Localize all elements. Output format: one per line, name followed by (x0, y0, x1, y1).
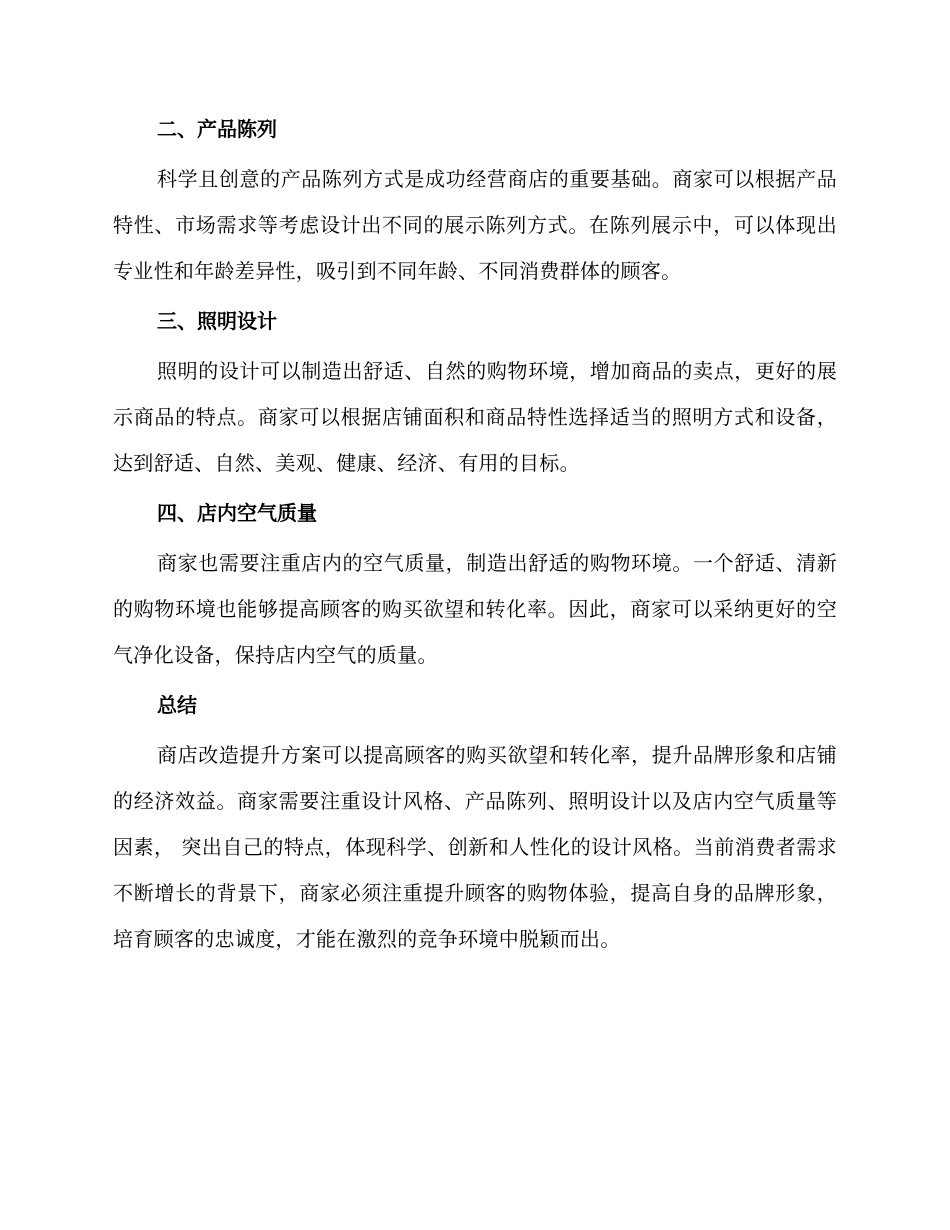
section-heading: 四、店内空气质量 (157, 501, 317, 525)
section-summary (113, 688, 837, 962)
section-paragraph: 商店改造提升方案可以提高顾客的购买欲望和转化率，提升品牌形象和店铺的经济效益。商家需要注重设计风格、产品陈列、照明设计以及店内空气质量等因素， 突出自己的特点，体现科学、创新和人性化的设计风格。当前消费者需求不断增长的背景下，商家必须注重提升顾客的购物体验，提高自身的品牌形象，培育顾客的忠诚度，才能在激烈的竞争环境中脱颖而出。 (113, 743, 837, 951)
section-paragraph: 照明的设计可以制造出舒适、自然的购物环境，增加商品的卖点，更好的展示商品的特点。商家可以根据店铺面积和商品特性选择适当的照明方式和设备，达到舒适、自然、美观、健康、经济、有用的目标。 (113, 359, 837, 475)
document-body (113, 112, 837, 972)
section-lighting-design (113, 304, 837, 486)
section-product-display (113, 112, 837, 294)
section-paragraph: 商家也需要注重店内的空气质量，制造出舒适的购物环境。一个舒适、清新的购物环境也能够提高顾客的购买欲望和转化率。因此，商家可以采纳更好的空气净化设备，保持店内空气的质量。 (113, 551, 837, 667)
section-heading: 三、照明设计 (157, 309, 277, 333)
section-heading: 总结 (157, 693, 197, 717)
section-paragraph: 科学且创意的产品陈列方式是成功经营商店的重要基础。商家可以根据产品特性、市场需求等考虑设计出不同的展示陈列方式。在陈列展示中，可以体现出专业性和年龄差异性，吸引到不同年龄、不同消费群体的顾客。 (113, 167, 837, 283)
section-heading: 二、产品陈列 (157, 117, 277, 141)
section-air-quality (113, 496, 837, 678)
